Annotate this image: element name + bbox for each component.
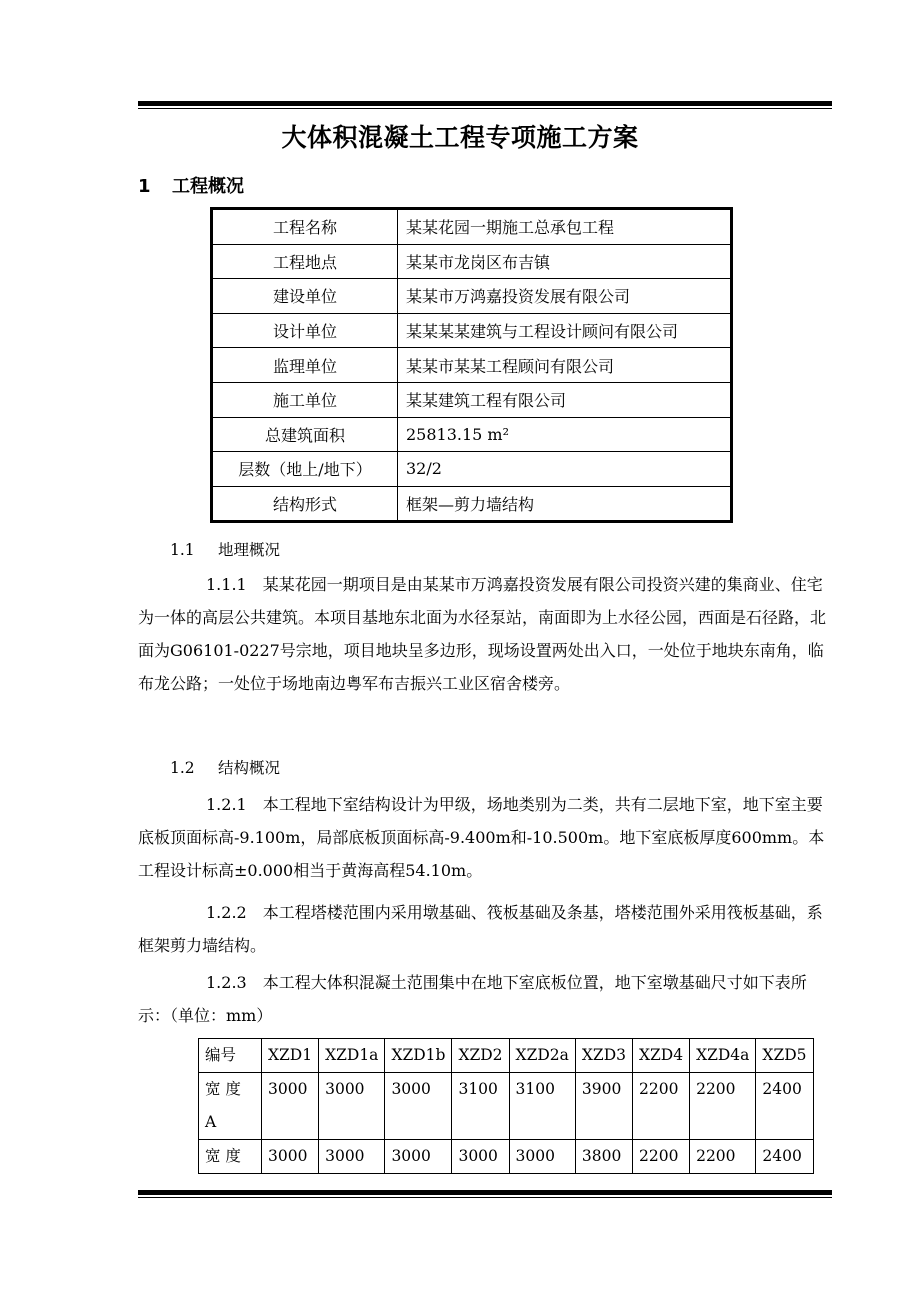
pier-id: XZD5 <box>756 1039 813 1073</box>
info-key: 结构形式 <box>212 486 398 522</box>
pier-id: XZD1 <box>262 1039 319 1073</box>
info-row <box>212 382 732 417</box>
pier-value: 3000 <box>262 1140 319 1174</box>
pier-value: 3000 <box>262 1073 319 1140</box>
pier-row-label <box>199 1140 262 1174</box>
subsection-number: 1.1 <box>170 541 195 559</box>
pier-value: 2200 <box>690 1140 756 1174</box>
pier-header-row <box>199 1039 814 1073</box>
paragraph-1-2-1: 1.2.1 本工程地下室结构设计为甲级，场地类别为二类，共有二层地下室，地下室主要底板顶面标高-9.100m，局部底板顶面标高-9.400m和-10.500m。地下室底板厚度600mm。本工程设计标高±0.000相当于黄海高程54.10m。 <box>138 795 825 880</box>
pier-row-label-line1: 宽 度 <box>205 1147 241 1165</box>
info-key: 建设单位 <box>212 279 398 314</box>
pier-value: 2200 <box>632 1140 689 1174</box>
pier-dimension-table <box>198 1038 814 1174</box>
pier-value: 2200 <box>690 1073 756 1140</box>
subsection-1-1 <box>170 538 280 560</box>
info-row <box>212 313 732 348</box>
info-key: 监理单位 <box>212 348 398 383</box>
info-key: 层数（地上/地下） <box>212 452 398 487</box>
header-rule <box>138 101 832 110</box>
pier-row-label-line1: 宽 度 <box>205 1080 241 1098</box>
subsection-title: 地理概况 <box>218 541 281 559</box>
pier-value: 3000 <box>385 1073 452 1140</box>
info-value: 某某某某建筑与工程设计顾问有限公司 <box>398 313 732 348</box>
pier-id: XZD4a <box>690 1039 756 1073</box>
subsection-number: 1.2 <box>170 759 195 777</box>
pier-row-label <box>199 1073 262 1140</box>
project-info-table <box>210 207 733 523</box>
info-value: 25813.15 m² <box>398 417 732 452</box>
pier-value: 3900 <box>575 1073 632 1140</box>
pier-value: 3100 <box>509 1073 575 1140</box>
document-title: 大体积混凝土工程专项施工方案 <box>281 123 639 152</box>
pier-table-clip <box>0 1038 920 1186</box>
subsection-title: 结构概况 <box>218 759 281 777</box>
pier-id: XZD2 <box>452 1039 509 1073</box>
pier-id: XZD3 <box>575 1039 632 1073</box>
info-row <box>212 417 732 452</box>
info-value: 32/2 <box>398 452 732 487</box>
info-value: 某某建筑工程有限公司 <box>398 382 732 417</box>
pier-value: 3000 <box>319 1140 385 1174</box>
info-row <box>212 209 732 245</box>
info-row <box>212 452 732 487</box>
pier-value: 3100 <box>452 1073 509 1140</box>
pier-value: 3000 <box>452 1140 509 1174</box>
pier-value: 2200 <box>632 1073 689 1140</box>
info-key: 总建筑面积 <box>212 417 398 452</box>
section-title: 工程概况 <box>172 176 244 197</box>
pier-value: 3800 <box>575 1140 632 1174</box>
section-1-heading <box>138 172 244 198</box>
info-row <box>212 348 732 383</box>
section-number: 1 <box>138 176 151 197</box>
pier-id: XZD1a <box>319 1039 385 1073</box>
info-row <box>212 486 732 522</box>
pier-value: 3000 <box>385 1140 452 1174</box>
info-value: 某某市万鸿嘉投资发展有限公司 <box>398 279 732 314</box>
paragraph-1-2-3: 1.2.3 本工程大体积混凝土范围集中在地下室底板位置，地下室墩基础尺寸如下表所示：（单位：mm） <box>138 973 807 1025</box>
paragraph-1-1-1: 1.1.1 某某花园一期项目是由某某市万鸿嘉投资发展有限公司投资兴建的集商业、住宅为一体的高层公共建筑。本项目基地东北面为水径泵站，南面即为上水径公园，西面是石径路，北面为G06101-0227号宗地，项目地块呈多边形，现场设置两处出入口，一处位于地块东南角，临布龙公路；一处位于场地南边粤军布吉振兴工业区宿舍楼旁。 <box>138 575 827 693</box>
pier-value: 3000 <box>319 1073 385 1140</box>
info-key: 施工单位 <box>212 382 398 417</box>
pier-value: 2400 <box>756 1140 813 1174</box>
subsection-1-2 <box>170 756 280 778</box>
pier-row <box>199 1073 814 1140</box>
pier-id: XZD2a <box>509 1039 575 1073</box>
pier-id: XZD4 <box>632 1039 689 1073</box>
paragraph-1-2-2: 1.2.2 本工程塔楼范围内采用墩基础、筏板基础及条基，塔楼范围外采用筏板基础，系框架剪力墙结构。 <box>138 903 823 955</box>
info-row <box>212 244 732 279</box>
info-row <box>212 279 732 314</box>
pier-row <box>199 1140 814 1174</box>
info-value: 某某市某某工程顾问有限公司 <box>398 348 732 383</box>
info-value: 框架—剪力墙结构 <box>398 486 732 522</box>
pier-value: 2400 <box>756 1073 813 1140</box>
info-key: 设计单位 <box>212 313 398 348</box>
pier-id: XZD1b <box>385 1039 452 1073</box>
pier-row-label-line2: A <box>205 1113 217 1131</box>
info-key: 工程地点 <box>212 244 398 279</box>
info-value: 某某花园一期施工总承包工程 <box>398 209 732 245</box>
pier-value: 3000 <box>509 1140 575 1174</box>
info-value: 某某市龙岗区布吉镇 <box>398 244 732 279</box>
info-key: 工程名称 <box>212 209 398 245</box>
pier-header-label: 编号 <box>199 1039 262 1073</box>
footer-rule <box>138 1190 832 1199</box>
